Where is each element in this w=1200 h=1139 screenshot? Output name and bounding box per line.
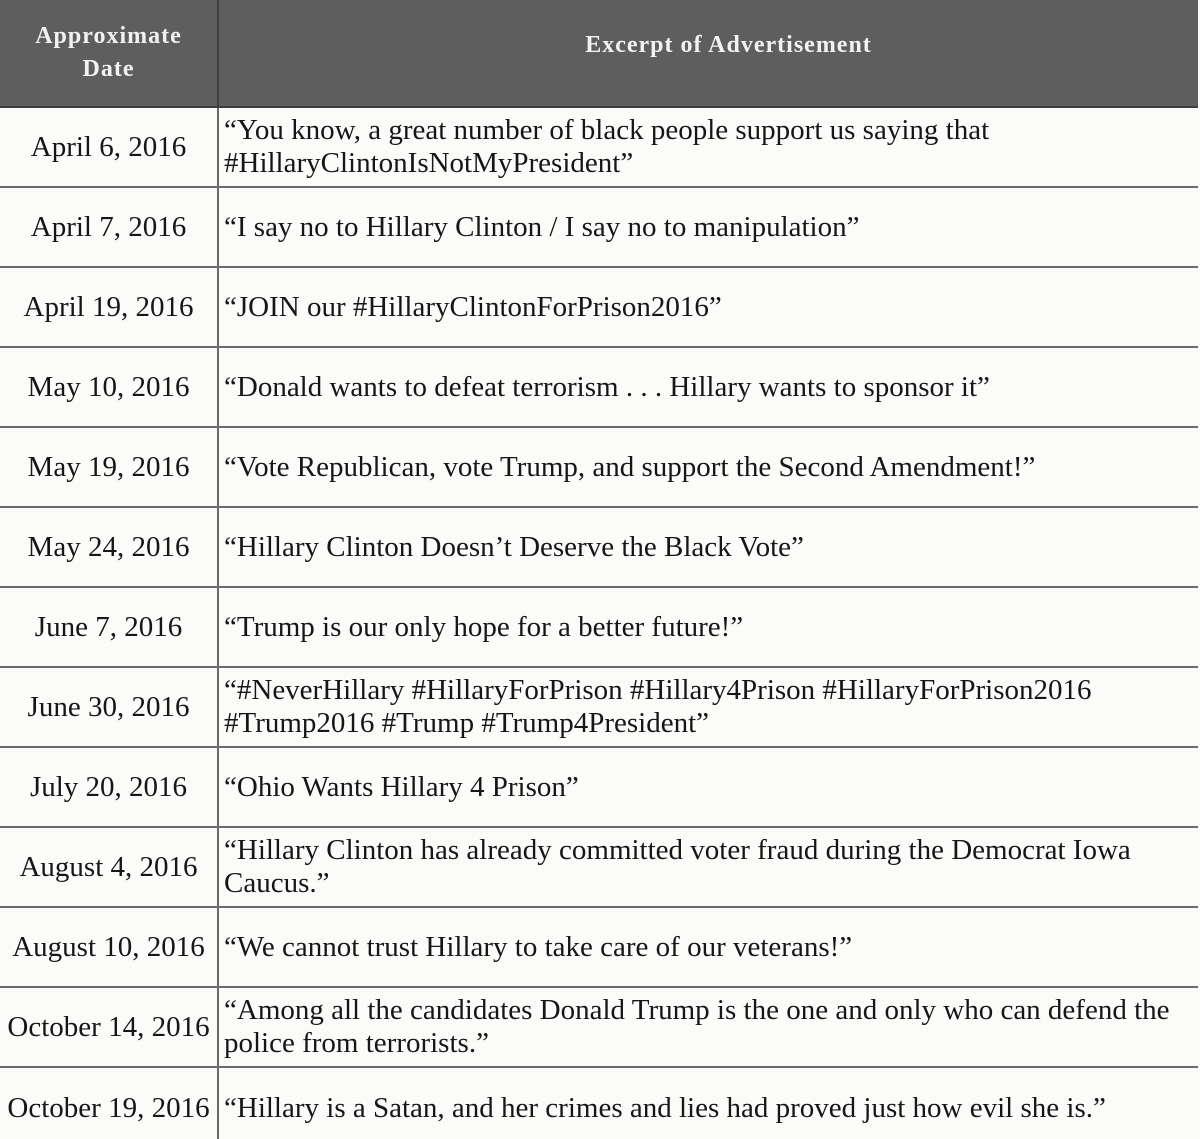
row-date: July 20, 2016 <box>0 747 218 827</box>
row-excerpt: “JOIN our #HillaryClintonForPrison2016” <box>218 267 1198 347</box>
row-excerpt: “You know, a great number of black people support us saying that #HillaryClintonIsNotMyPresident” <box>218 107 1198 187</box>
row-date: October 19, 2016 <box>0 1067 218 1139</box>
table-row <box>0 1067 1198 1139</box>
row-excerpt: “Vote Republican, vote Trump, and support the Second Amendment!” <box>218 427 1198 507</box>
row-date: May 19, 2016 <box>0 427 218 507</box>
row-date: April 7, 2016 <box>0 187 218 267</box>
table-row <box>0 347 1198 427</box>
table-row <box>0 747 1198 827</box>
header-date-line1: Approximate <box>35 23 182 49</box>
table-row <box>0 267 1198 347</box>
header-excerpt: Excerpt of Advertisement <box>218 0 1198 107</box>
row-date: April 19, 2016 <box>0 267 218 347</box>
table-row <box>0 507 1198 587</box>
table-row <box>0 187 1198 267</box>
row-date: June 7, 2016 <box>0 587 218 667</box>
row-excerpt: “Hillary Clinton Doesn’t Deserve the Black Vote” <box>218 507 1198 587</box>
header-date-line2: Date <box>82 56 135 82</box>
table-row <box>0 907 1198 987</box>
row-excerpt: “Hillary is a Satan, and her crimes and lies had proved just how evil she is.” <box>218 1067 1198 1139</box>
row-excerpt: “I say no to Hillary Clinton / I say no to manipulation” <box>218 187 1198 267</box>
row-date: August 4, 2016 <box>0 827 218 907</box>
row-excerpt: “We cannot trust Hillary to take care of our veterans!” <box>218 907 1198 987</box>
row-excerpt: “Trump is our only hope for a better future!” <box>218 587 1198 667</box>
table-header-row <box>0 0 1198 107</box>
row-excerpt: “Ohio Wants Hillary 4 Prison” <box>218 747 1198 827</box>
header-approximate-date <box>0 0 218 107</box>
table-row <box>0 427 1198 507</box>
table-row <box>0 667 1198 747</box>
table-row <box>0 107 1198 187</box>
row-excerpt: “#NeverHillary #HillaryForPrison #Hillary4Prison #HillaryForPrison2016 #Trump2016 #Trump #Trump4President” <box>218 667 1198 747</box>
table-row <box>0 587 1198 667</box>
table-row <box>0 987 1198 1067</box>
row-excerpt: “Hillary Clinton has already committed voter fraud during the Democrat Iowa Caucus.” <box>218 827 1198 907</box>
row-date: April 6, 2016 <box>0 107 218 187</box>
row-excerpt: “Among all the candidates Donald Trump is the one and only who can defend the police from terrorists.” <box>218 987 1198 1067</box>
row-date: May 10, 2016 <box>0 347 218 427</box>
table-row <box>0 827 1198 907</box>
row-date: June 30, 2016 <box>0 667 218 747</box>
row-date: May 24, 2016 <box>0 507 218 587</box>
row-date: October 14, 2016 <box>0 987 218 1067</box>
row-excerpt: “Donald wants to defeat terrorism . . . Hillary wants to sponsor it” <box>218 347 1198 427</box>
row-date: August 10, 2016 <box>0 907 218 987</box>
